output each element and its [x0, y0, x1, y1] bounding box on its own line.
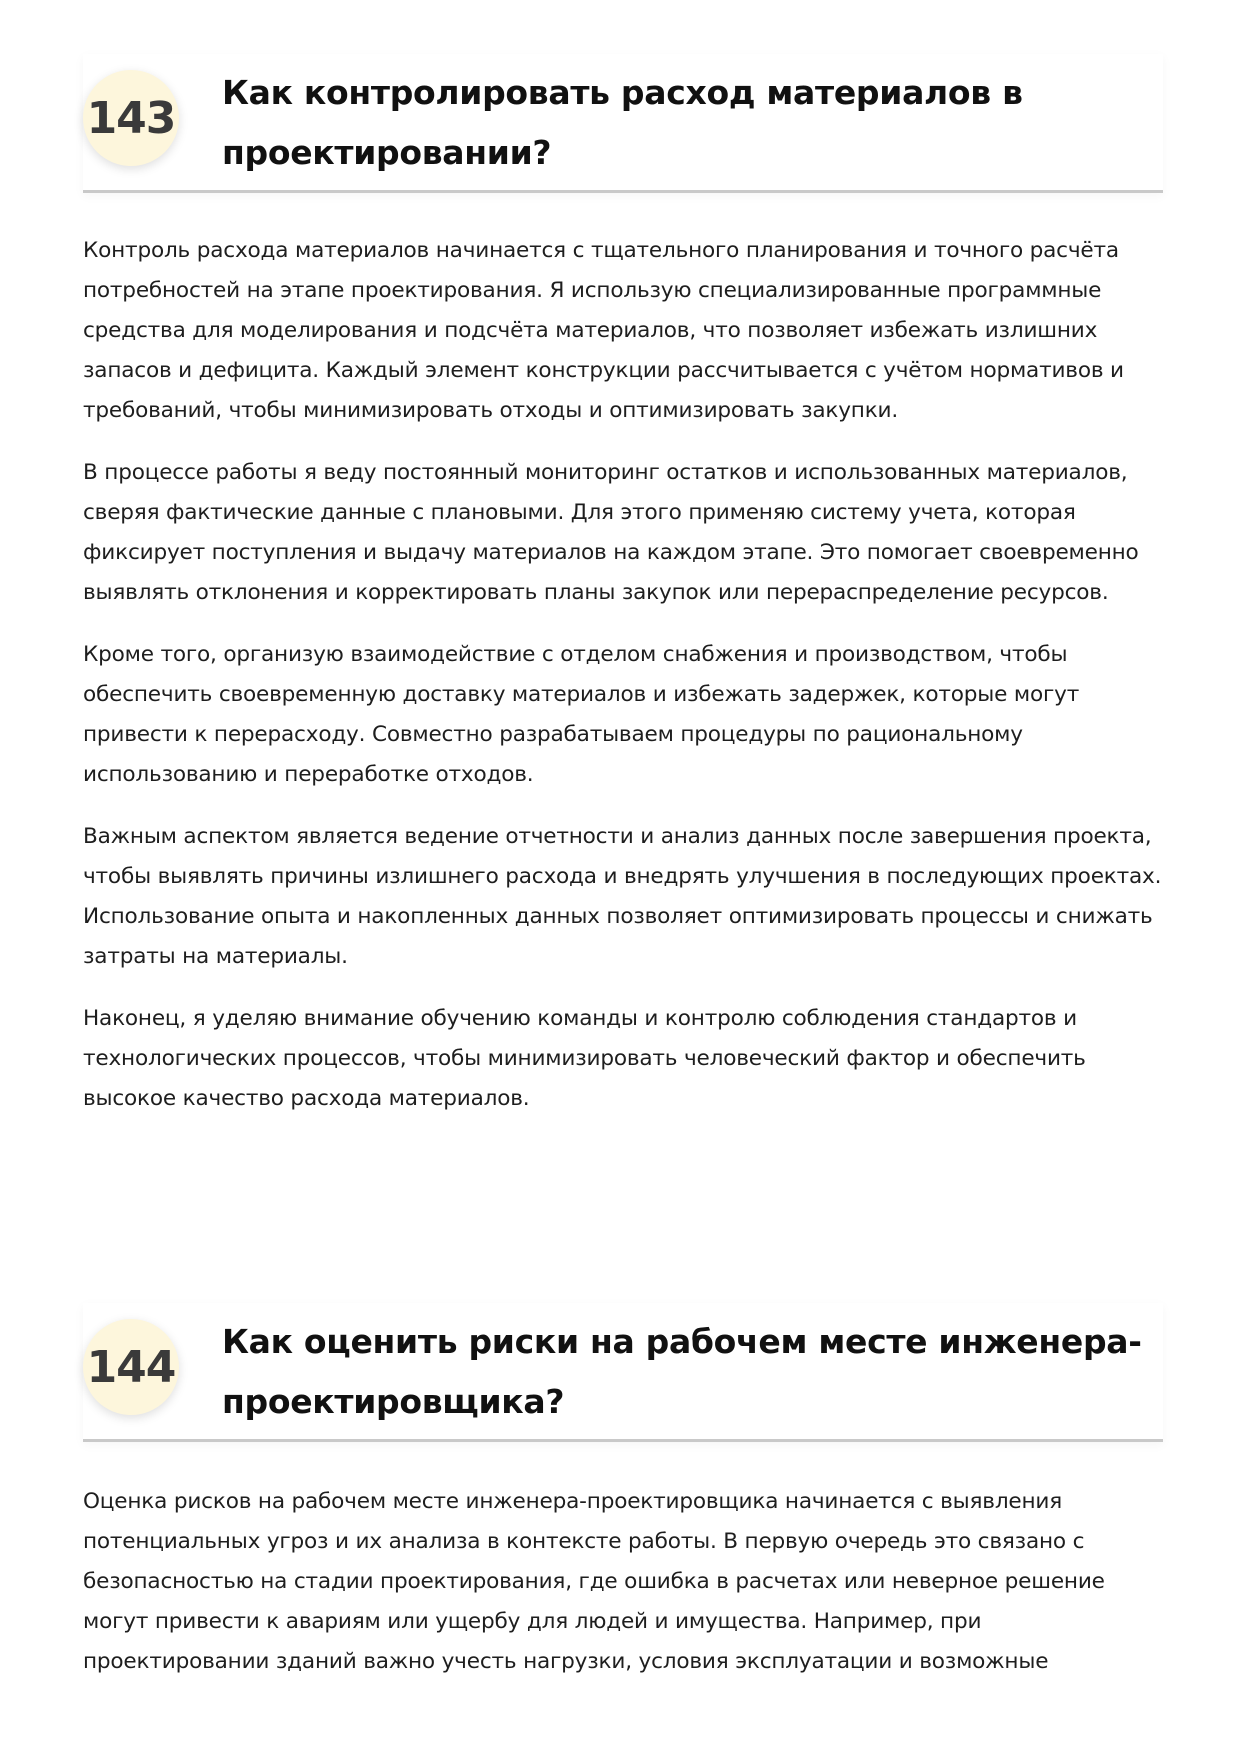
- answer-body: [83, 1482, 1163, 1682]
- question-section-143: [83, 54, 1163, 1141]
- question-header: [83, 1303, 1163, 1442]
- answer-paragraph: Оценка рисков на рабочем месте инженера-проектировщика начинается с выявления потенциальных угроз и их анализа в контексте работы. В первую очередь это связано с безопасностью на стадии проектирования, где ошибка в расчетах или неверное решение могут привести к авариям или ущербу для людей и имущества. Например, при проектировании зданий важно учесть нагрузки, условия эксплуатации и возможные: [83, 1489, 1105, 1674]
- answer-body: [83, 231, 1163, 1119]
- question-section-144: [83, 1303, 1163, 1704]
- answer-paragraph: В процессе работы я веду постоянный мониторинг остатков и использованных материалов, сверяя фактические данные с плановыми. Для этого применяю систему учета, которая фиксирует поступления и выдачу материалов на каждом этапе. Это помогает своевременно выявлять отклонения и корректировать планы закупок или перераспределение ресурсов.: [83, 460, 1139, 605]
- question-header: [83, 54, 1163, 193]
- question-number-badge: 144: [83, 1319, 179, 1415]
- question-title: Как оценить риски на рабочем месте инженера-проектировщика?: [222, 1322, 1142, 1421]
- answer-paragraph: Кроме того, организую взаимодействие с отделом снабжения и производством, чтобы обеспечить своевременную доставку материалов и избежать задержек, которые могут привести к перерасходу. Совместно разрабатываем процедуры по рациональному использованию и переработке отходов.: [83, 642, 1080, 787]
- answer-paragraph: Наконец, я уделяю внимание обучению команды и контролю соблюдения стандартов и технологических процессов, чтобы минимизировать человеческий фактор и обеспечить высокое качество расхода материалов.: [83, 1006, 1086, 1111]
- question-number-badge: 143: [83, 70, 179, 166]
- answer-paragraph: Важным аспектом является ведение отчетности и анализ данных после завершения проекта, чтобы выявлять причины излишнего расхода и внедрять улучшения в последующих проектах. Использование опыта и накопленных данных позволяет оптимизировать процессы и снижать затраты на материалы.: [83, 824, 1162, 969]
- answer-paragraph: Контроль расхода материалов начинается с тщательного планирования и точного расчёта потребностей на этапе проектирования. Я использую специализированные программные средства для моделирования и подсчёта материалов, что позволяет избежать излишних запасов и дефицита. Каждый элемент конструкции рассчитывается с учётом нормативов и требований, чтобы минимизировать отходы и оптимизировать закупки.: [83, 238, 1124, 423]
- question-title: Как контролировать расход материалов в проектировании?: [222, 73, 1023, 172]
